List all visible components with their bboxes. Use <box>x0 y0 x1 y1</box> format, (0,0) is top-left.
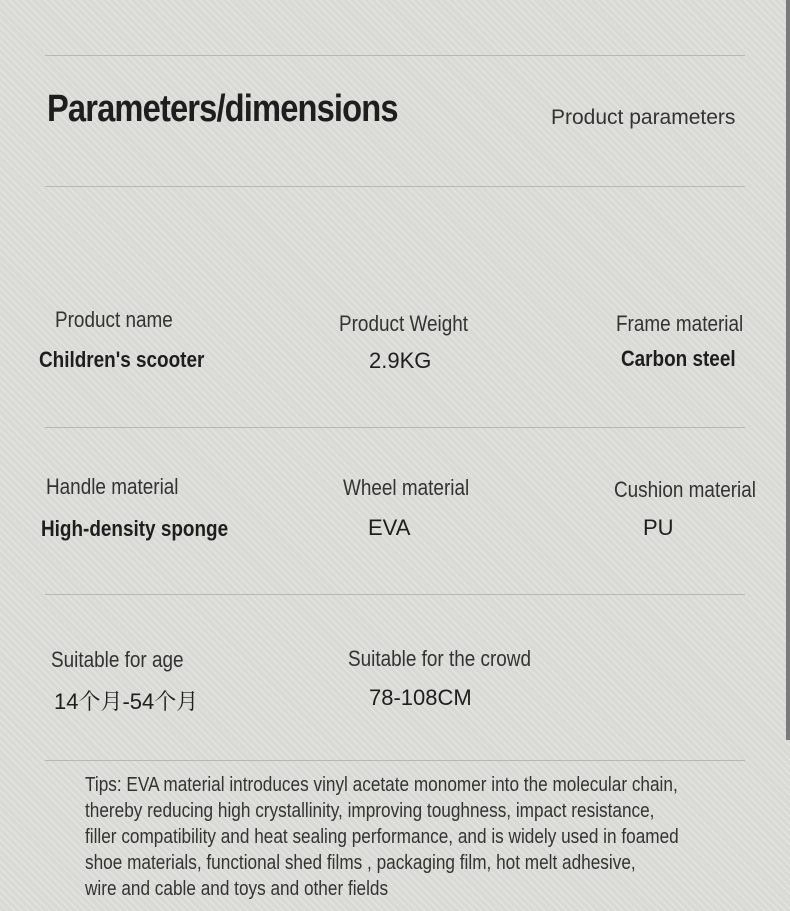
wheel-material-label: Wheel material <box>343 475 470 500</box>
frame-material-value: Carbon steel <box>621 346 736 371</box>
cushion-material-value: PU <box>643 515 674 540</box>
suitable-crowd-label: Suitable for the crowd <box>348 646 531 671</box>
divider-row-1 <box>45 427 745 428</box>
suitable-crowd-value: 78-108CM <box>369 685 472 710</box>
handle-material-label: Handle material <box>46 474 179 499</box>
divider-header <box>45 186 745 187</box>
tips-line: shoe materials, functional shed films , packaging film, hot melt adhesive, <box>85 852 636 874</box>
divider-row-3 <box>45 760 745 761</box>
product-name-label: Product name <box>55 307 173 332</box>
cushion-material-label: Cushion material <box>614 477 756 502</box>
page-subtitle: Product parameters <box>551 106 736 129</box>
suitable-age-value: 14个月-54个月 <box>54 689 199 714</box>
frame-material-label: Frame material <box>616 311 744 336</box>
divider-row-2 <box>45 594 745 595</box>
tips-line: thereby reducing high crystallinity, improving toughness, impact resistance, <box>85 800 655 822</box>
product-weight-label: Product Weight <box>339 311 469 336</box>
tips-paragraph <box>85 772 687 902</box>
suitable-age-label: Suitable for age <box>51 647 184 672</box>
wheel-material-value: EVA <box>368 515 411 540</box>
tips-line: wire and cable and toys and other fields <box>85 878 389 900</box>
divider-top <box>45 55 745 56</box>
edge-divider <box>786 0 790 740</box>
product-weight-value: 2.9KG <box>369 348 432 373</box>
page-title: Parameters/dimensions <box>47 88 398 130</box>
handle-material-value: High-density sponge <box>41 516 229 541</box>
tips-line: Tips: EVA material introduces vinyl acetate monomer into the molecular chain, <box>85 774 678 796</box>
product-name-value: Children's scooter <box>39 347 205 372</box>
tips-line: filler compatibility and heat sealing performance, and is widely used in foamed <box>85 826 679 848</box>
